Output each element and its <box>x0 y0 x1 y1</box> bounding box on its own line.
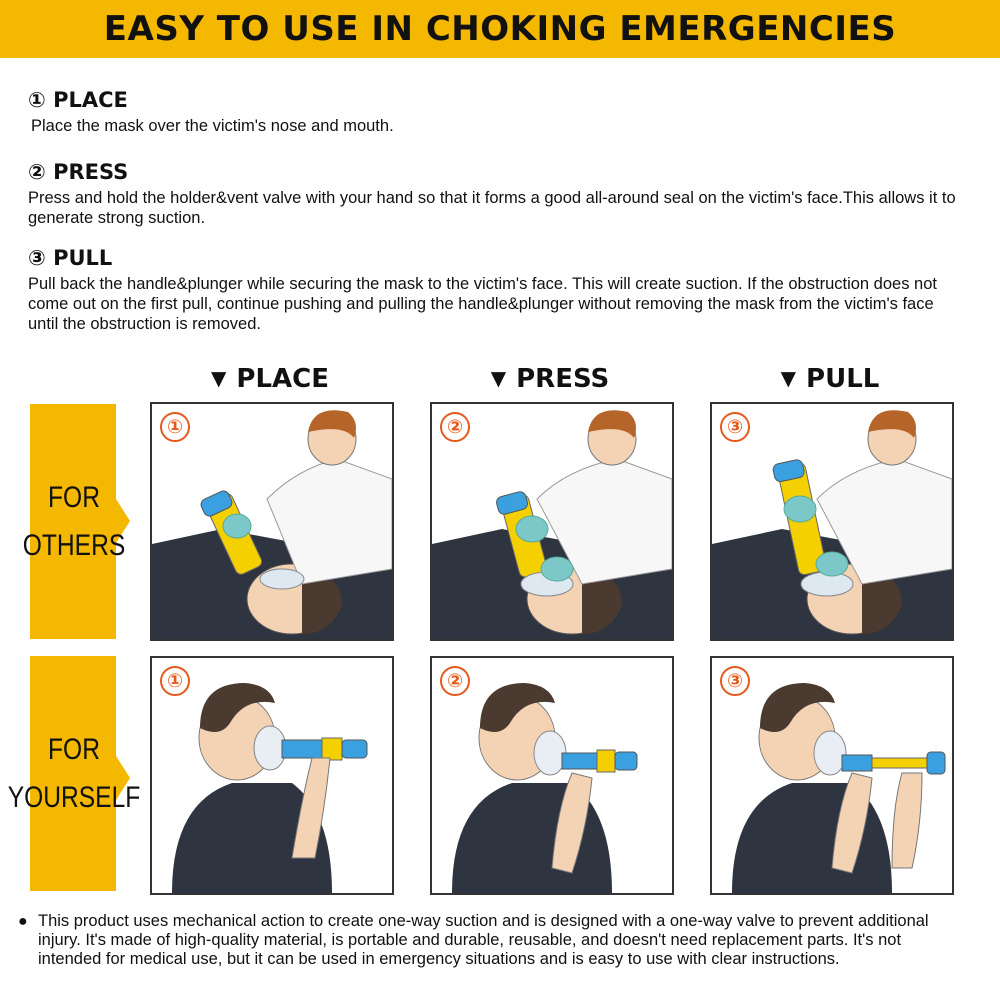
note-text: This product uses mechanical action to create one-way suction and is designed with a one-way valve to prevent additional injury. It's made of high-quality material, is portable and durable, reusable, and doesn't need replacement parts. It's not intended for medical use, but it can be used in emergency situations and is easy to use with clear instructions. <box>38 912 929 968</box>
step-number-badge: ② <box>440 666 470 696</box>
column-label: PRESS <box>516 364 610 394</box>
bullet-icon: ● <box>18 913 28 930</box>
column-heading-pull <box>710 364 950 394</box>
step-number-badge: ③ <box>720 666 750 696</box>
step-text: Place the mask over the victim's nose and mouth. <box>31 117 394 135</box>
column-label: PLACE <box>236 364 329 394</box>
product-note <box>18 912 968 969</box>
row-label-line2: YOURSELF <box>7 780 141 814</box>
row-label-line2: OTHERS <box>22 528 126 562</box>
step-heading: ③ PULL <box>28 246 113 270</box>
panel-others-place <box>150 402 394 641</box>
step-number-badge: ① <box>160 666 190 696</box>
step-text: Press and hold the holder&vent valve with your hand so that it forms a good all-around seal on the victim's face.This allows it to generate strong suction. <box>28 189 956 227</box>
column-heading-press <box>430 364 670 394</box>
step-press <box>28 160 968 228</box>
step-heading: ① PLACE <box>28 88 128 112</box>
step-text: Pull back the handle&plunger while securing the mask to the victim's face. This will create suction. If the obstruction does not come out on the first pull, continue pushing and pulling the handle&plunger without removing the mask from the victim's face until the obstruction is removed. <box>28 275 937 333</box>
self-place-illustration <box>152 658 392 893</box>
step-number-badge: ① <box>160 412 190 442</box>
down-triangle-icon: ▼ <box>211 366 227 390</box>
row-tag-for-others <box>22 404 130 639</box>
self-press-illustration <box>432 658 672 893</box>
column-heading-place <box>150 364 390 394</box>
rescuer-pull-illustration <box>712 404 952 639</box>
self-pull-illustration <box>712 658 952 893</box>
row-label-line1: FOR <box>48 732 100 766</box>
down-triangle-icon: ▼ <box>490 366 507 390</box>
down-triangle-icon: ▼ <box>780 366 797 390</box>
step-number-badge: ③ <box>720 412 750 442</box>
page-title: EASY TO USE IN CHOKING EMERGENCIES <box>103 9 897 49</box>
panel-yourself-pull <box>710 656 954 895</box>
panel-yourself-press <box>430 656 674 895</box>
rescuer-press-illustration <box>432 404 672 639</box>
panel-yourself-place <box>150 656 394 895</box>
row-label-line1: FOR <box>48 480 100 514</box>
row-tag-for-yourself <box>7 656 141 891</box>
step-pull <box>28 246 968 334</box>
step-place <box>28 88 968 136</box>
step-number-badge: ② <box>440 412 470 442</box>
panel-others-pull <box>710 402 954 641</box>
title-banner <box>0 0 1000 58</box>
step-heading: ② PRESS <box>28 160 129 184</box>
column-label: PULL <box>806 364 880 394</box>
panel-others-press <box>430 402 674 641</box>
rescuer-place-illustration <box>152 404 392 639</box>
